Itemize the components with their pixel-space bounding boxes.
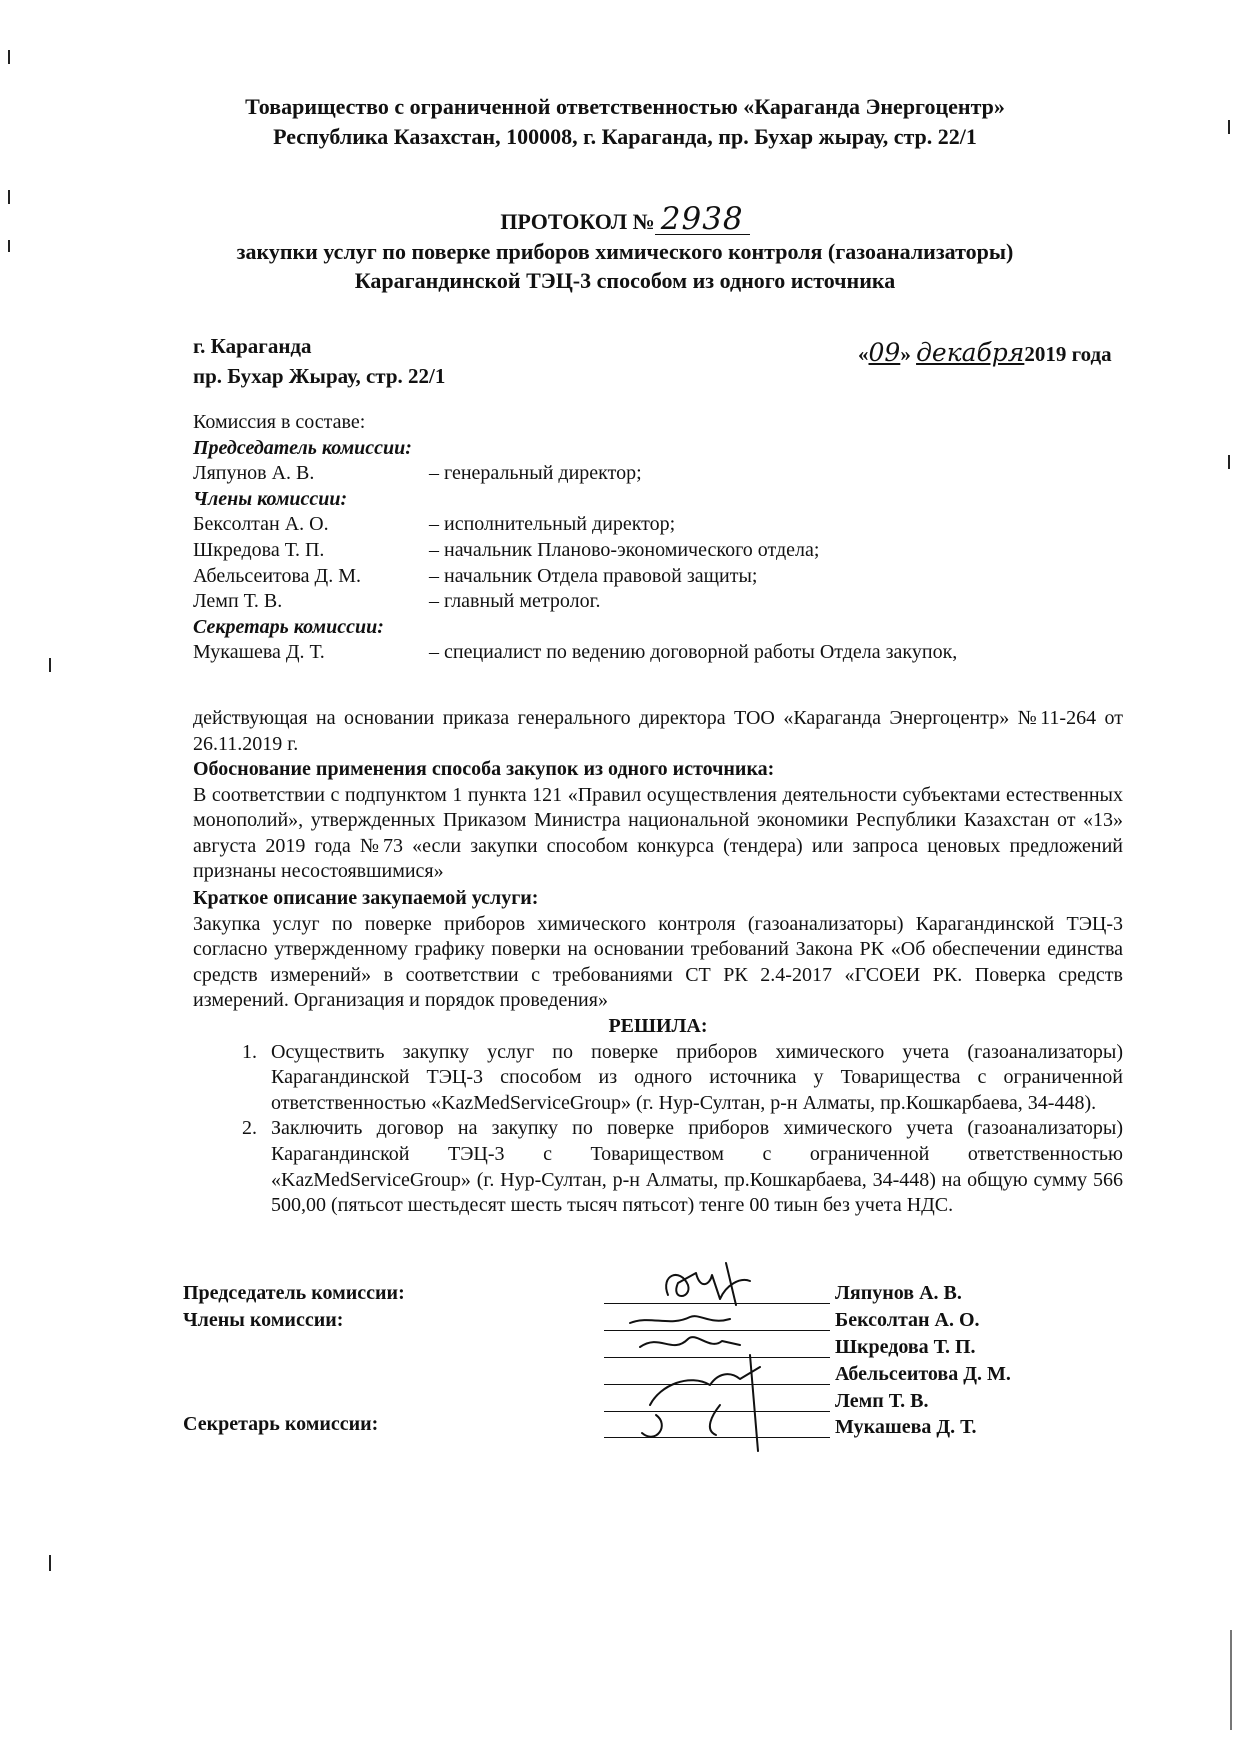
- chair-name: Ляпунов А. В.: [193, 462, 315, 485]
- scan-mark: [8, 190, 10, 204]
- scan-mark: [1228, 455, 1230, 469]
- date-month: декабря: [916, 338, 1025, 367]
- signature-name: Бексолтан А. О.: [835, 1309, 980, 1331]
- decision-heading: РЕШИЛА:: [608, 1015, 708, 1037]
- date-close-quote: »: [900, 342, 911, 366]
- signature-name: Абельсеитова Д. М.: [835, 1363, 1011, 1385]
- justification-text: В соответствии с подпунктом 1 пункта 121 «Правил осуществления деятельности субъектами естественных монополий», утвержденных Приказом Министра национальной экономики Республики Казахстан от «13» августа 2019 года №73 «если закупки способом конкурса (тендера) или запроса ценовых предложений признаны несостоявшимися»: [193, 783, 1123, 883]
- signature-chair-label: Председатель комиссии:: [183, 1282, 405, 1304]
- member-row: [193, 589, 1123, 615]
- scan-mark: [49, 1555, 51, 1571]
- member-name: Абельсеитова Д. М.: [193, 564, 361, 587]
- member-name: Лемп Т. В.: [193, 590, 283, 613]
- chair-heading: Председатель комиссии:: [193, 436, 412, 459]
- protocol-date: [858, 338, 1112, 367]
- description-section: [193, 886, 1123, 1014]
- member-row: [193, 564, 1123, 590]
- justification-section: [193, 757, 1123, 885]
- signature-secretary-label: Секретарь комиссии:: [183, 1413, 379, 1435]
- signature-name: Мукашева Д. Т.: [835, 1416, 977, 1438]
- date-year: 2019 года: [1024, 342, 1112, 366]
- chair-position: – генеральный директор;: [429, 462, 642, 485]
- decision-item-text: Заключить договор на закупку по поверке приборов химического учета (газоанализаторы) Карагандинской ТЭЦ-3 с Товариществом с ограниченной ответственностью «KazMedServiceGroup» (г. Нур-Султан, р-н Алматы, пр.Кошкарбаева, 34-448) на общую сумму 566 500,00 (пятьсот шестьдесят шесть тысяч пятьсот) тенге 00 тиын без учета НДС.: [271, 1117, 1123, 1217]
- scan-mark: [8, 240, 10, 252]
- commission-intro: [193, 410, 1123, 436]
- member-row: [193, 538, 1123, 564]
- handwritten-signatures: [600, 1255, 840, 1455]
- date-open-quote: «: [858, 342, 869, 366]
- description-heading: Краткое описание закупаемой услуги:: [193, 887, 539, 909]
- org-address-line: Республика Казахстан, 100008, г. Караганда, пр. Бухар жырау, стр. 22/1: [273, 124, 977, 149]
- scan-mark: [1228, 120, 1230, 134]
- chair-row: [193, 461, 1123, 487]
- scan-mark: [49, 658, 51, 672]
- basis-paragraph: действующая на основании приказа генерального директора ТОО «Караганда Энергоцентр» №11-264 от 26.11.2019 г.: [193, 707, 1123, 755]
- protocol-subtitle-1: закупки услуг по поверке приборов химического контроля (газоанализаторы): [236, 239, 1014, 264]
- member-row: [193, 512, 1123, 538]
- org-name-line: Товарищество с ограниченной ответственностью «Караганда Энергоцентр»: [245, 94, 1005, 119]
- signature-name: Шкредова Т. П.: [835, 1336, 976, 1358]
- member-position: – исполнительный директор;: [429, 513, 676, 536]
- decision-item-number: 1.: [242, 1040, 257, 1063]
- description-text: Закупка услуг по поверке приборов химического контроля (газоанализаторы) Карагандинской ТЭЦ-3 согласно утвержденному графику поверки на основании требований Закона РК «Об обеспечении единства средств измерений» в соответствии с требованиями СТ РК 2.4-2017 «ГСОЕИ РК. Поверка средств измерений. Организация и порядок проведения»: [193, 912, 1123, 1012]
- decision-section: [193, 1014, 1123, 1219]
- decision-item: [193, 1040, 1123, 1117]
- signature-name: Ляпунов А. В.: [835, 1282, 962, 1304]
- members-heading: Члены комиссии:: [193, 487, 348, 510]
- protocol-number: 2938: [655, 204, 750, 235]
- date-day: 09: [868, 338, 901, 367]
- member-name: Бексолтан А. О.: [193, 513, 329, 536]
- city: г. Караганда: [193, 334, 312, 358]
- signature-members-label: Члены комиссии:: [183, 1309, 344, 1331]
- protocol-subtitle-2: Карагандинской ТЭЦ-3 способом из одного источника: [354, 268, 896, 293]
- scan-mark: [8, 50, 10, 64]
- secretary-row: [193, 640, 1123, 666]
- decision-item-number: 2.: [242, 1117, 257, 1140]
- signature-name: Лемп Т. В.: [835, 1390, 929, 1412]
- commission-intro-text: Комиссия в составе:: [193, 411, 366, 433]
- address: пр. Бухар Жырау, стр. 22/1: [193, 364, 446, 388]
- secretary-heading: Секретарь комиссии:: [193, 615, 384, 638]
- protocol-title: [150, 201, 1100, 237]
- protocol-prefix: ПРОТОКОЛ №: [500, 209, 655, 234]
- decision-list: [193, 1040, 1123, 1219]
- secretary-name: Мукашева Д. Т.: [193, 641, 325, 664]
- member-position: – начальник Планово-экономического отдела;: [429, 538, 820, 561]
- member-position: – главный метролог.: [429, 590, 601, 613]
- justification-heading: Обоснование применения способа закупок из одного источника:: [193, 758, 775, 780]
- scan-edge: [1230, 1630, 1232, 1730]
- decision-item: [193, 1116, 1123, 1218]
- member-position: – начальник Отдела правовой защиты;: [429, 564, 758, 587]
- secretary-position: – специалист по ведению договорной работы Отдела закупок,: [429, 641, 958, 664]
- member-name: Шкредова Т. П.: [193, 538, 325, 561]
- commission-block: [193, 410, 1123, 666]
- decision-item-text: Осуществить закупку услуг по поверке приборов химического учета (газоанализаторы) Карагандинской ТЭЦ-3 способом из одного источника у Товарищества с ограниченной ответственностью «KazMedServiceGroup» (г. Нур-Султан, р-н Алматы, пр.Кошкарбаева, 34-448).: [271, 1040, 1123, 1114]
